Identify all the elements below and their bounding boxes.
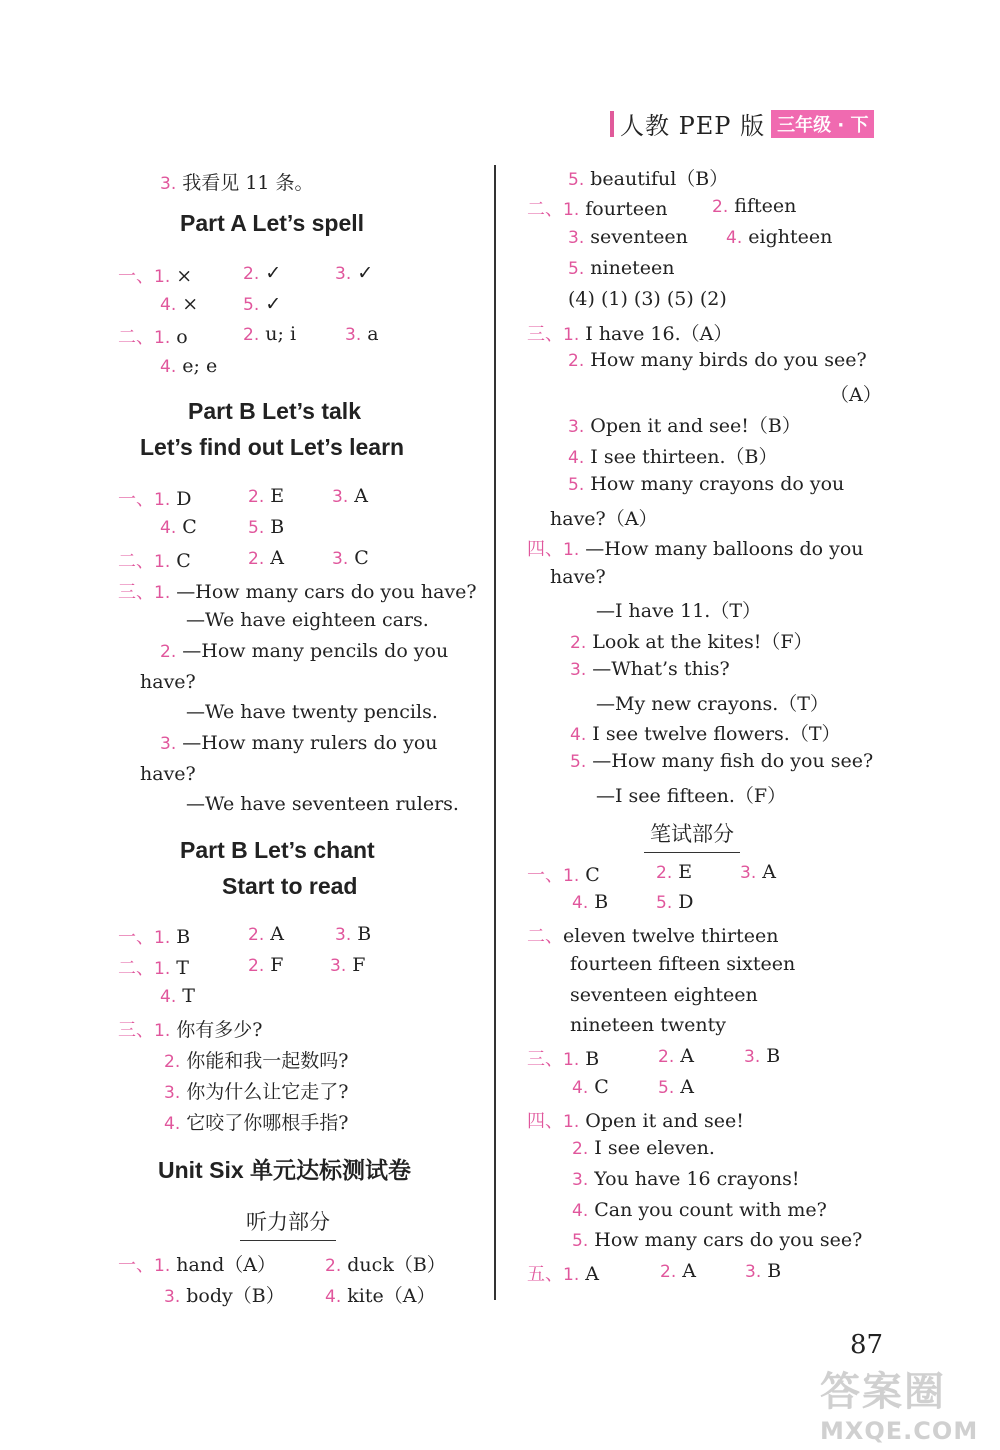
item-number: 4. [570, 725, 587, 745]
item-number: 3. [740, 863, 757, 883]
answer-text: —My new crayons.（T） [596, 693, 829, 715]
section-heading: Part A Let’s spell [180, 210, 365, 236]
answer-text: —How many rulers do you [176, 732, 438, 754]
answer-line [527, 861, 600, 887]
item-number: 4. [160, 295, 177, 315]
answer-text: B [761, 1260, 782, 1282]
answer-text: o [170, 326, 188, 348]
item-number: 5. [658, 1078, 675, 1098]
watermark-logo [820, 1360, 978, 1445]
item-number: 3. [568, 417, 585, 437]
answer-text: ✓ [259, 262, 282, 284]
item-number: 1. [563, 866, 580, 886]
answer-text: kite（A） [341, 1285, 436, 1307]
answer-line [118, 262, 192, 288]
answer-text: Look at the kites!（F） [586, 631, 813, 653]
answer-text: have?（A） [550, 508, 658, 530]
answer-line [325, 1281, 435, 1308]
answer-line [568, 473, 844, 495]
item-number: 1. [563, 1112, 580, 1132]
watermark-main: 答案圈 [820, 1369, 946, 1415]
item-number: 1. [563, 1265, 580, 1285]
item-number: 4. [572, 893, 589, 913]
item-number: 2. [243, 264, 260, 284]
answer-line [656, 891, 694, 913]
item-number: 3. [568, 228, 585, 248]
item-number: 2. [243, 325, 260, 345]
answer-text: E [672, 861, 693, 883]
answer-line [740, 861, 776, 883]
answer-line [596, 781, 786, 808]
answer-line [527, 195, 667, 221]
answer-text: seventeen eighteen [570, 984, 758, 1006]
answer-line [140, 671, 196, 693]
item-number: 5. [568, 475, 585, 495]
answer-text: —How many balloons do you [579, 538, 864, 560]
item-number: 5. [243, 295, 260, 315]
answer-line [118, 547, 191, 573]
item-number: 4. [568, 448, 585, 468]
item-number: 3. [572, 1170, 589, 1190]
answer-text: A [674, 1076, 694, 1098]
answer-text: How many cars do you see? [588, 1229, 863, 1251]
answer-text: eleven twelve thirteen [563, 925, 779, 947]
answer-text: —We have eighteen cars. [186, 609, 429, 631]
item-number: 1. [154, 328, 171, 348]
answer-text: B [170, 926, 191, 948]
item-number: 2. [160, 642, 177, 662]
answer-line [118, 485, 192, 511]
item-number: 2. [570, 633, 587, 653]
answer-text: T [176, 985, 195, 1007]
answer-line [243, 323, 296, 345]
section-number: 二、 [118, 551, 154, 572]
answer-line [570, 984, 758, 1006]
section-number: 二、 [118, 327, 154, 348]
item-number: 5. [572, 1231, 589, 1251]
answer-text: A [264, 547, 284, 569]
answer-text: × [176, 293, 199, 315]
answer-line [596, 596, 761, 623]
answer-line [527, 1107, 744, 1133]
answer-line [248, 516, 284, 538]
answer-line [186, 609, 429, 631]
answer-text: have? [550, 566, 606, 588]
answer-line [164, 1046, 348, 1073]
item-number: 1. [563, 540, 580, 560]
answer-line [160, 293, 198, 315]
section-number: 一、 [527, 865, 563, 886]
answer-line [186, 793, 459, 815]
section-number: 一、 [118, 489, 154, 510]
item-number: 3. [332, 549, 349, 569]
answer-text: B [588, 891, 609, 913]
answer-text: I have 16.（A） [579, 323, 733, 345]
answer-line [160, 732, 438, 754]
answer-text: A [756, 861, 776, 883]
answer-line [712, 195, 796, 217]
section-number: 三、 [118, 582, 154, 603]
answer-line [527, 1260, 599, 1286]
answer-line [570, 627, 813, 654]
header-bar [610, 111, 614, 137]
item-number: 3. [160, 734, 177, 754]
answer-text: —I see fifteen.（F） [596, 785, 787, 807]
answer-text: A [348, 485, 368, 507]
section-heading: Let’s find out Let’s learn [140, 434, 405, 460]
answer-text: beautiful（B） [584, 168, 729, 190]
section-number: 一、 [118, 1255, 154, 1276]
item-number: 4. [726, 228, 743, 248]
answer-text: B [760, 1045, 781, 1067]
section-number: 四、 [527, 539, 563, 560]
answer-text: E [264, 485, 285, 507]
answer-text: have? [140, 671, 196, 693]
answer-text: —We have seventeen rulers. [186, 793, 459, 815]
section-number: 一、 [118, 927, 154, 948]
answer-text: body（B） [180, 1285, 285, 1307]
answer-text: fifteen [728, 195, 797, 217]
item-number: 1. [563, 325, 580, 345]
answer-line [656, 861, 692, 883]
answer-line [527, 319, 732, 346]
answer-line [550, 566, 606, 588]
answer-line [744, 1045, 780, 1067]
answer-text: —How many cars do you have? [170, 581, 477, 603]
answer-line [160, 985, 195, 1007]
answer-text: D [672, 891, 694, 913]
item-number: 1. [563, 1050, 580, 1070]
section-number: 三、 [118, 1020, 154, 1041]
answer-line [572, 1229, 862, 1251]
answer-line [164, 1077, 348, 1104]
answer-line [118, 954, 189, 980]
answer-line [596, 689, 829, 716]
answer-text: nineteen [584, 257, 675, 279]
answer-text: B [351, 923, 372, 945]
answer-text: e; e [176, 355, 218, 377]
answer-text: B [264, 516, 285, 538]
answer-text: I see thirteen.（B） [584, 446, 778, 468]
item-number: 5. [570, 752, 587, 772]
section-number: 三、 [527, 1049, 563, 1070]
answer-line [140, 763, 196, 785]
item-number: 2. [712, 197, 729, 217]
answer-text: D [170, 488, 192, 510]
answer-text: —How many fish do you see? [586, 750, 874, 772]
answer-line [572, 1076, 609, 1098]
answer-line [568, 349, 867, 371]
answer-line [332, 485, 368, 507]
subsection-heading: 听力部分 [246, 1206, 330, 1236]
answer-text: You have 16 crayons! [588, 1168, 800, 1190]
item-number: 3. [745, 1262, 762, 1282]
answer-text: F [264, 954, 284, 976]
answer-text: Open it and see! [579, 1110, 744, 1132]
section-number: 二、 [527, 926, 563, 947]
page-header [610, 106, 874, 141]
answer-line [330, 954, 365, 976]
answer-text: Open it and see!（B） [584, 415, 801, 437]
answer-text: C [579, 864, 600, 886]
answer-text: fourteen [579, 198, 668, 220]
answer-line [570, 1014, 726, 1036]
answer-text: How many crayons do you [584, 473, 845, 495]
answer-text: How many birds do you see? [584, 349, 867, 371]
answer-line [568, 442, 778, 469]
answer-text: Can you count with me? [588, 1199, 827, 1221]
publisher-label: 人教 PEP 版 [620, 112, 766, 140]
answer-text: duck（B） [341, 1254, 446, 1276]
answer-line [332, 547, 369, 569]
item-number: 3. [744, 1047, 761, 1067]
item-number: 5. [248, 518, 265, 538]
answer-line [345, 323, 379, 345]
section-number: 五、 [527, 1264, 563, 1285]
answer-line [164, 1281, 285, 1308]
answer-text: 我看见 11 条。 [176, 172, 314, 194]
item-number: 2. [325, 1256, 342, 1276]
answer-line [527, 535, 864, 561]
item-number: 1. [154, 490, 171, 510]
item-number: 3. [570, 660, 587, 680]
item-number: 3. [335, 264, 352, 284]
answer-text: F [346, 954, 366, 976]
answer-line [726, 226, 832, 248]
item-number: 1. [563, 200, 580, 220]
answer-line [118, 578, 477, 604]
item-number: 2. [248, 956, 265, 976]
item-number: 2. [164, 1052, 181, 1072]
answer-line [527, 922, 778, 948]
answer-text: 你能和我一起数吗? [180, 1050, 349, 1072]
answer-text: fourteen fifteen sixteen [570, 953, 796, 975]
answer-text: C [170, 550, 191, 572]
answer-line [248, 547, 284, 569]
answer-line [335, 262, 373, 284]
answer-line [527, 1045, 599, 1071]
answer-line [568, 164, 728, 191]
answer-line [118, 923, 190, 949]
item-number: 1. [154, 928, 171, 948]
answer-text: C [176, 516, 197, 538]
answer-line [570, 658, 730, 680]
item-number: 1. [154, 1256, 171, 1276]
answer-line [568, 288, 727, 310]
answer-line [658, 1045, 694, 1067]
item-number: 5. [568, 259, 585, 279]
answer-line [745, 1260, 781, 1282]
answer-line [572, 891, 608, 913]
answer-text: seventeen [584, 226, 688, 248]
answer-text: A [264, 923, 284, 945]
section-number: 二、 [118, 958, 154, 979]
item-number: 4. [160, 518, 177, 538]
answer-text: nineteen twenty [570, 1014, 726, 1036]
item-number: 2. [248, 487, 265, 507]
answer-text: —How many pencils do you [176, 640, 449, 662]
item-number: 4. [572, 1201, 589, 1221]
item-number: 2. [568, 351, 585, 371]
item-number: 2. [248, 549, 265, 569]
item-number: 1. [154, 959, 171, 979]
answer-line [160, 516, 197, 538]
answer-text: ✓ [259, 293, 282, 315]
item-number: 3. [332, 487, 349, 507]
answer-line [658, 1076, 694, 1098]
item-number: 1. [154, 583, 171, 603]
item-number: 3. [335, 925, 352, 945]
answer-line [243, 262, 281, 284]
answer-line [335, 923, 371, 945]
answer-line [243, 293, 281, 315]
answer-text: B [579, 1048, 600, 1070]
grade-badge: 三年级 · 下 [771, 110, 874, 138]
answer-text: 你有多少? [170, 1019, 263, 1041]
answer-text: I see twelve flowers.（T） [586, 723, 841, 745]
section-number: 一、 [118, 266, 154, 287]
subsection-heading: 笔试部分 [650, 818, 734, 848]
answer-text: ✓ [351, 262, 374, 284]
answer-line [568, 226, 688, 248]
item-number: 4. [325, 1287, 342, 1307]
section-heading: Part B Let’s talk [188, 398, 361, 424]
answer-text: × [170, 265, 193, 287]
answer-text: A [674, 1045, 694, 1067]
item-number: 2. [572, 1139, 589, 1159]
answer-text: eighteen [742, 226, 833, 248]
item-number: 1. [154, 267, 171, 287]
answer-text: C [588, 1076, 609, 1098]
item-number: 2. [248, 925, 265, 945]
item-number: 1. [154, 1021, 171, 1041]
column-divider [494, 165, 496, 1300]
item-number: 3. [345, 325, 362, 345]
answer-text: —I have 11.（T） [596, 600, 762, 622]
answer-line [570, 953, 795, 975]
answer-line [160, 355, 217, 377]
watermark-url: MXQE.COM [820, 1417, 979, 1445]
answer-line [248, 923, 284, 945]
answer-text: —We have twenty pencils. [186, 701, 438, 723]
item-number: 3. [160, 174, 177, 194]
answer-text: （A） [830, 384, 882, 406]
answer-line [160, 640, 448, 662]
answer-line [248, 954, 283, 976]
answer-text: u; i [259, 323, 297, 345]
section-heading: Part B Let’s chant [180, 837, 375, 863]
section-heading: Start to read [222, 873, 358, 899]
answer-line [118, 1250, 276, 1277]
answer-text: T [170, 957, 189, 979]
answer-text: A [676, 1260, 696, 1282]
answer-line [660, 1260, 696, 1282]
answer-line [186, 701, 438, 723]
item-number: 4. [572, 1078, 589, 1098]
item-number: 5. [656, 893, 673, 913]
answer-line [570, 750, 873, 772]
answer-line [550, 504, 657, 531]
item-number: 3. [164, 1287, 181, 1307]
answer-text: a [361, 323, 379, 345]
answer-text: (4) (1) (3) (5) (2) [568, 288, 727, 310]
answer-line [118, 1015, 262, 1042]
item-number: 5. [568, 170, 585, 190]
answer-line [572, 1199, 827, 1221]
section-number: 三、 [527, 324, 563, 345]
answer-line [160, 168, 314, 195]
item-number: 2. [658, 1047, 675, 1067]
item-number: 4. [160, 987, 177, 1007]
answer-text: have? [140, 763, 196, 785]
section-heading: Unit Six 单元达标测试卷 [158, 1157, 412, 1183]
answer-line [568, 411, 801, 438]
answer-line [568, 257, 674, 279]
answer-line [325, 1250, 446, 1277]
item-number: 2. [656, 863, 673, 883]
answer-text: 它咬了你哪根手指? [180, 1112, 349, 1134]
answer-line [248, 485, 284, 507]
answer-line [572, 1137, 715, 1159]
answer-line [830, 380, 882, 407]
item-number: 3. [330, 956, 347, 976]
answer-line [118, 323, 188, 349]
item-number: 4. [164, 1114, 181, 1134]
section-number: 二、 [527, 199, 563, 220]
answer-text: —What’s this? [586, 658, 730, 680]
answer-line [570, 719, 841, 746]
answer-text: C [348, 547, 369, 569]
item-number: 2. [660, 1262, 677, 1282]
item-number: 3. [164, 1083, 181, 1103]
item-number: 1. [154, 552, 171, 572]
section-number: 四、 [527, 1111, 563, 1132]
answer-text: hand（A） [170, 1254, 276, 1276]
item-number: 4. [160, 357, 177, 377]
answer-line [164, 1108, 348, 1135]
answer-text: 你为什么让它走了? [180, 1081, 349, 1103]
answer-text: A [579, 1263, 599, 1285]
answer-text: I see eleven. [588, 1137, 715, 1159]
page-number: 87 [850, 1330, 884, 1360]
answer-line [572, 1168, 800, 1190]
